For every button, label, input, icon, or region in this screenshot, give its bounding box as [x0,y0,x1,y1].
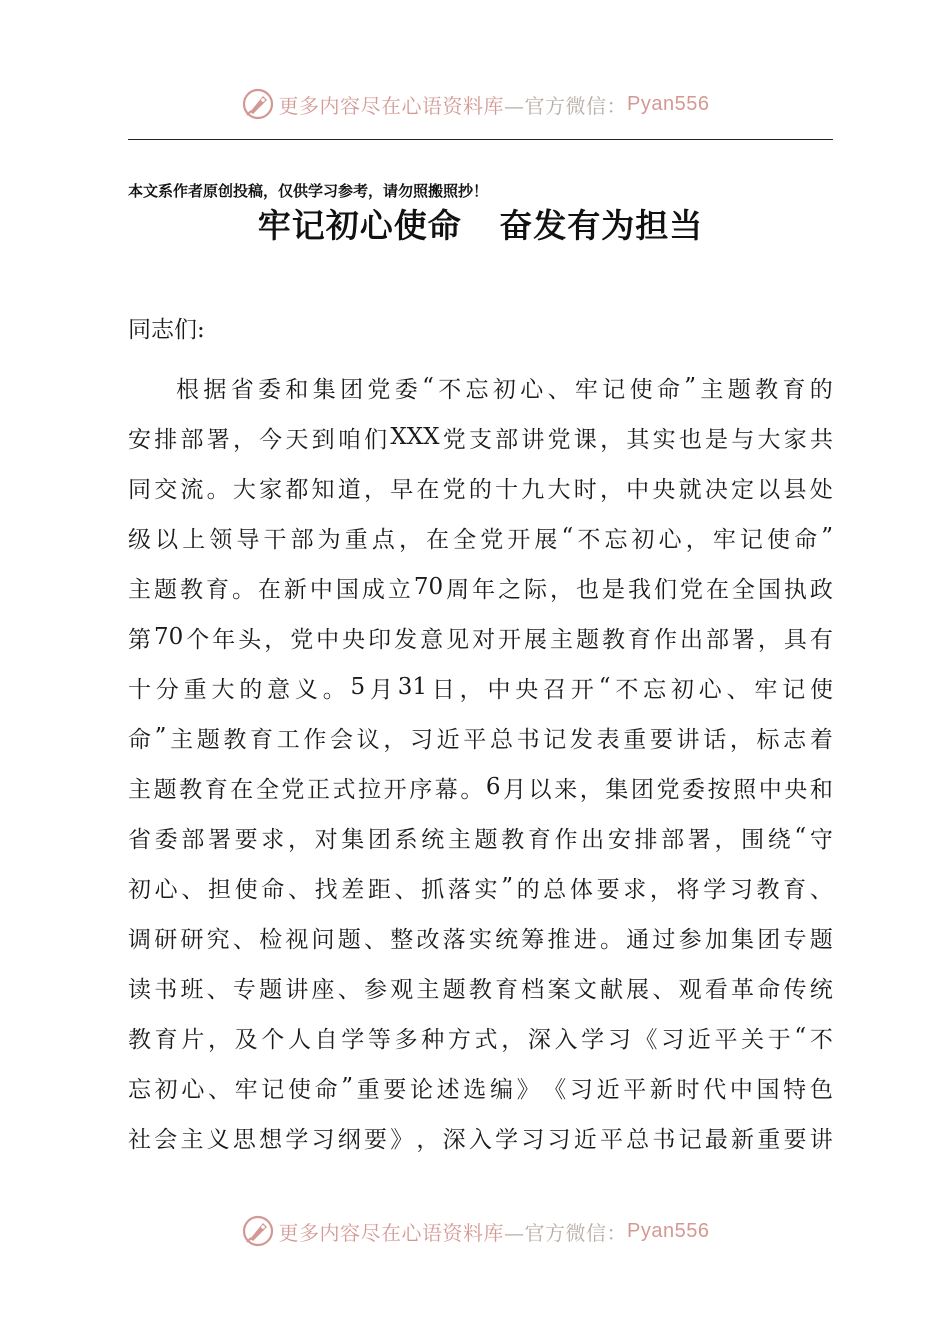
watermark-main-text: 更多内容尽在心语资料库 [278,1220,505,1245]
body-line: 十 分 重 大 的 意 义 。 5 月 31 日 ， 中 央 召 开 “ 不 忘 初 心 、 牢 记 使 [128,674,833,703]
body-line: 省 委 部 署 要 求 ， 对 集 团 系 统 主 题 教 育 作 出 安 排 部 署 ， 围 绕 “ 守 [128,824,833,853]
body-text [128,362,833,1162]
watermark-wechat-id: Pyan556 [627,1219,710,1242]
document-title: 牢记初心使命 奋发有为担当 [257,206,704,245]
body-line: 主 题 教 育 。 在 新 中 国 成 立 70 周 年 之 际 ， 也 是 我 们 党 在 全 国 执 政 [128,574,833,603]
body-line: 调 研 研 究 、 检 视 问 题 、 整 改 落 实 统 筹 推 进 。 通 过 参 加 集 团 专 题 [128,926,833,953]
body-line: 社 会 主 义 思 想 学 习 纲 要 》 ， 深 入 学 习 习 近 平 总 书 记 最 新 重 要 讲 [128,1126,833,1153]
watermark-sub-text: —官方微信： [504,1220,628,1245]
watermark-main-text: 更多内容尽在心语资料库 [278,93,505,118]
watermark-wechat-id: Pyan556 [627,92,710,115]
header-watermark [0,84,950,124]
body-line: 初 心 、 担 使 命 、 找 差 距 、 抓 落 实 ” 的 总 体 要 求 ， 将 学 习 教 育 、 [128,874,833,903]
body-line: 第 70 个 年 头 ， 党 中 央 印 发 意 见 对 开 展 主 题 教 育 作 出 部 署 ， 具 有 [128,624,833,653]
pen-nib-icon [241,1214,275,1248]
copyright-notice: 本文系作者原创投稿，仅供学习参考，请勿照搬照抄！ [128,182,489,200]
body-line: 主 题 教 育 在 全 党 正 式 拉 开 序 幕 。 6 月 以 来 ， 集 团 党 委 按 照 中 央 和 [128,774,833,803]
pen-nib-icon [241,87,275,121]
body-line: 教 育 片 ， 及 个 人 自 学 等 多 种 方 式 ， 深 入 学 习 《 习 近 平 关 于 “ 不 [128,1024,833,1053]
body-line: 同 交 流 。 大 家 都 知 道 ， 早 在 党 的 十 九 大 时 ， 中 央 就 决 定 以 县 处 [128,476,833,503]
body-line: 根 据 省 委 和 集 团 党 委 “ 不 忘 初 心 、 牢 记 使 命 ” 主 题 教 育 的 [176,374,833,403]
body-line: 级 以 上 领 导 干 部 为 重 点 ， 在 全 党 开 展 “ 不 忘 初 心 ， 牢 记 使 命 ” [128,524,833,553]
body-line: 忘 初 心 、 牢 记 使 命 ” 重 要 论 述 选 编 》 《 习 近 平 新 时 代 中 国 特 色 [128,1074,833,1103]
body-line: 命 ” 主 题 教 育 工 作 会 议 ， 习 近 平 总 书 记 发 表 重 要 讲 话 ， 标 志 着 [128,724,833,753]
body-line: 读 书 班 、 专 题 讲 座 、 参 观 主 题 教 育 档 案 文 献 展 、 观 看 革 命 传 统 [128,976,833,1003]
header-divider [128,139,833,140]
watermark-sub-text: —官方微信： [504,93,628,118]
body-line: 安 排 部 署 ， 今 天 到 咱 们 XXX 党 支 部 讲 党 课 ， 其 实 也 是 与 大 家 共 [128,424,833,453]
footer-watermark [0,1211,950,1251]
salutation: 同志们: [128,317,205,343]
